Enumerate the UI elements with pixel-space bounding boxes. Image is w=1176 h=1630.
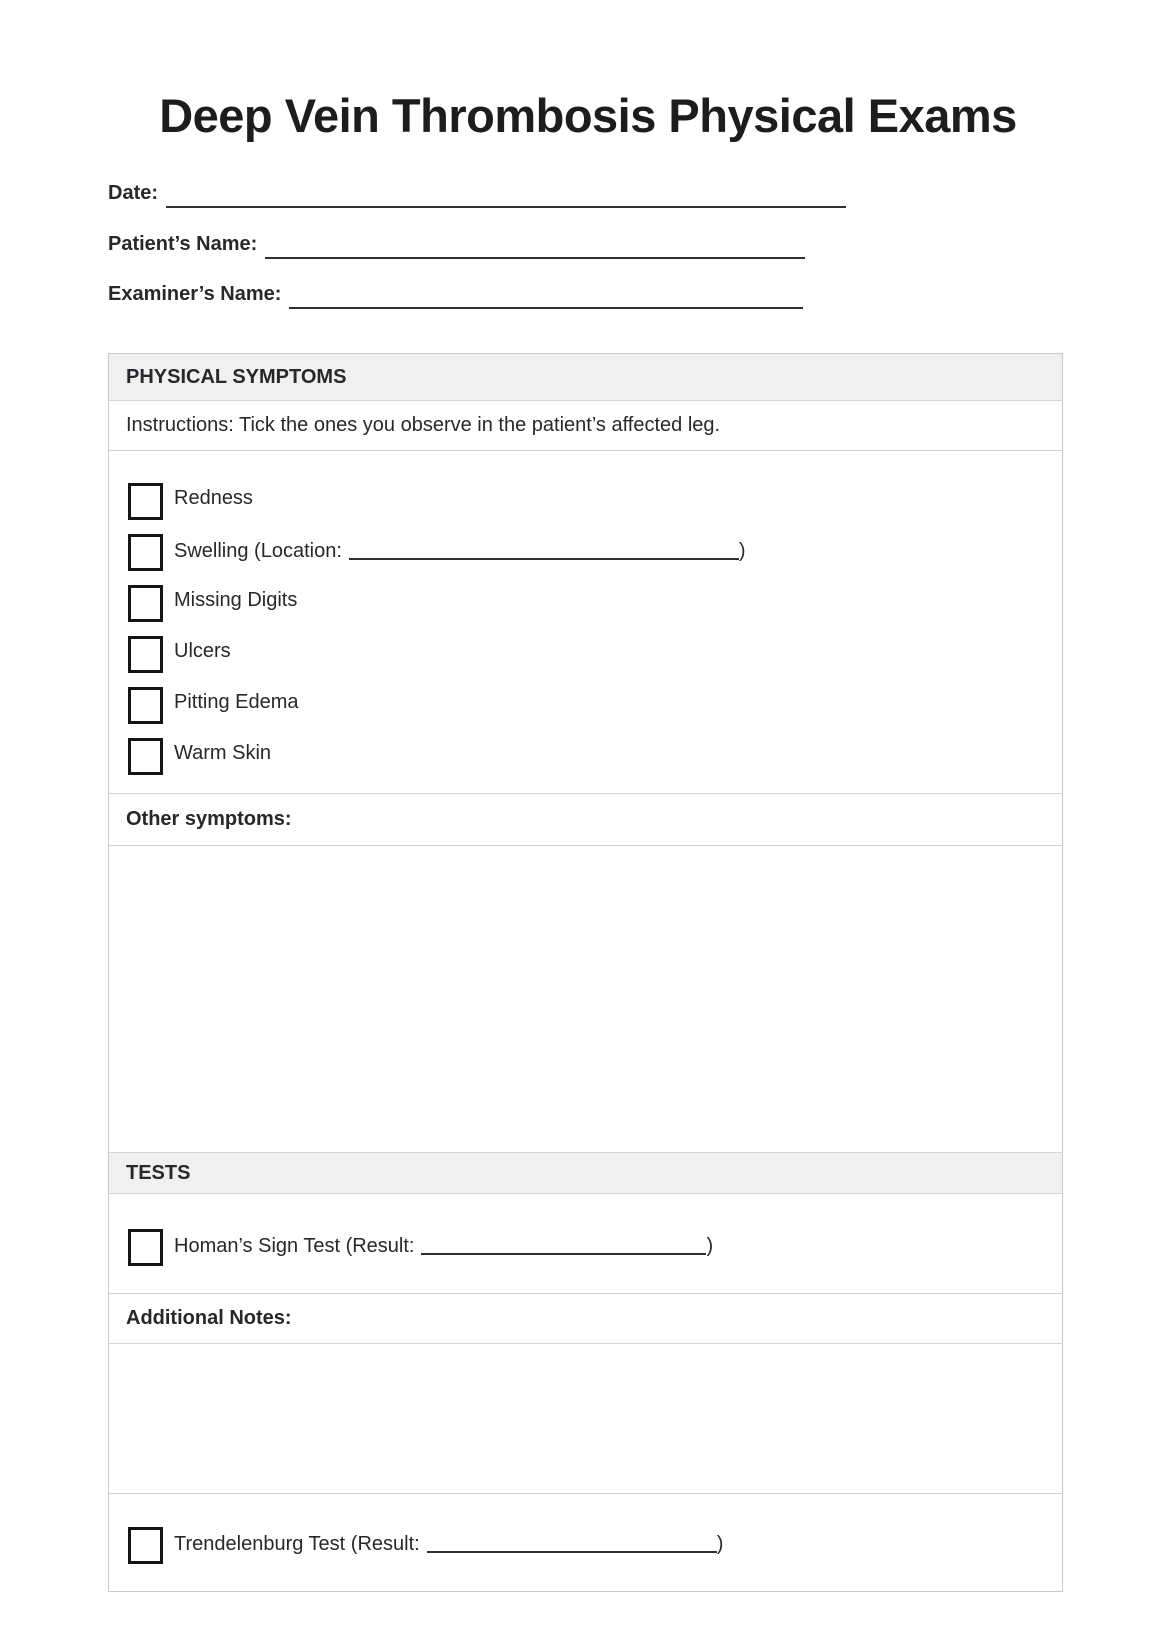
patient-name-blank-line[interactable] [265, 239, 805, 259]
checkbox-item-trendelenburg-test [128, 1527, 723, 1564]
checkbox-ulcers[interactable] [128, 636, 163, 673]
patient-name-field-label: Patient’s Name: [108, 233, 258, 255]
checkbox-warm-skin[interactable] [128, 738, 163, 775]
checkbox-label-homan-test [174, 1229, 713, 1258]
checkbox-trendelenburg-test[interactable] [128, 1527, 163, 1564]
instructions-row [109, 401, 1062, 451]
physical-symptoms-header-label: PHYSICAL SYMPTOMS [126, 365, 347, 388]
trendelenburg-result-blank-line[interactable] [427, 1533, 717, 1553]
checkbox-missing-digits[interactable] [128, 585, 163, 622]
examiner-name-field [108, 282, 803, 306]
checkbox-item-ulcers [128, 636, 231, 673]
physical-symptoms-section-header [109, 354, 1062, 401]
checkbox-redness[interactable] [128, 483, 163, 520]
swelling-location-blank-line[interactable] [349, 540, 739, 560]
checkbox-item-missing-digits [128, 585, 297, 622]
homan-test-row [109, 1194, 1062, 1294]
patient-name-field [108, 232, 805, 256]
exam-form-table [108, 353, 1063, 1592]
additional-notes-label: Additional Notes: [126, 1307, 292, 1329]
homan-label-text: Homan’s Sign Test (Result: [174, 1235, 415, 1257]
checkbox-item-redness [128, 483, 253, 520]
instructions-text: Instructions: Tick the ones you observe in the patient’s affected leg. [126, 414, 721, 436]
additional-notes-area[interactable] [109, 1344, 1062, 1494]
checkbox-label-swelling [174, 534, 746, 563]
other-symptoms-label: Other symptoms: [126, 808, 292, 830]
checkbox-label-warm-skin: Warm Skin [174, 742, 272, 764]
symptoms-checkbox-list [109, 451, 1062, 794]
checkbox-homan-test[interactable] [128, 1229, 163, 1266]
homan-label-close-paren: ) [706, 1235, 714, 1257]
checkbox-item-pitting-edema [128, 687, 299, 724]
additional-notes-header-row [109, 1294, 1062, 1344]
checkbox-label-missing-digits: Missing Digits [174, 589, 298, 611]
swelling-label-text: Swelling (Location: [174, 540, 342, 562]
other-symptoms-notes-area[interactable] [109, 846, 1062, 1153]
checkbox-label-ulcers: Ulcers [174, 640, 231, 662]
tests-section-header [109, 1153, 1062, 1194]
checkbox-item-swelling [128, 534, 746, 571]
trendelenburg-test-row [109, 1494, 1062, 1591]
checkbox-label-pitting-edema: Pitting Edema [174, 691, 299, 713]
page-title: Deep Vein Thrombosis Physical Exams [159, 89, 1017, 142]
date-field [108, 181, 846, 205]
tests-header-label: TESTS [126, 1161, 191, 1184]
date-blank-line[interactable] [166, 188, 846, 208]
checkbox-swelling[interactable] [128, 534, 163, 571]
date-field-label: Date: [108, 182, 159, 204]
checkbox-label-redness: Redness [174, 487, 253, 509]
checkbox-item-warm-skin [128, 738, 271, 775]
checkbox-item-homan-test [128, 1229, 713, 1266]
checkbox-pitting-edema[interactable] [128, 687, 163, 724]
trendelenburg-label-close-paren: ) [716, 1533, 724, 1555]
examiner-name-field-label: Examiner’s Name: [108, 283, 282, 305]
checkbox-label-trendelenburg-test [174, 1527, 723, 1556]
examiner-name-blank-line[interactable] [289, 289, 803, 309]
trendelenburg-label-text: Trendelenburg Test (Result: [174, 1533, 420, 1555]
swelling-label-close-paren: ) [738, 540, 746, 562]
other-symptoms-header-row [109, 794, 1062, 846]
homan-result-blank-line[interactable] [421, 1235, 706, 1255]
